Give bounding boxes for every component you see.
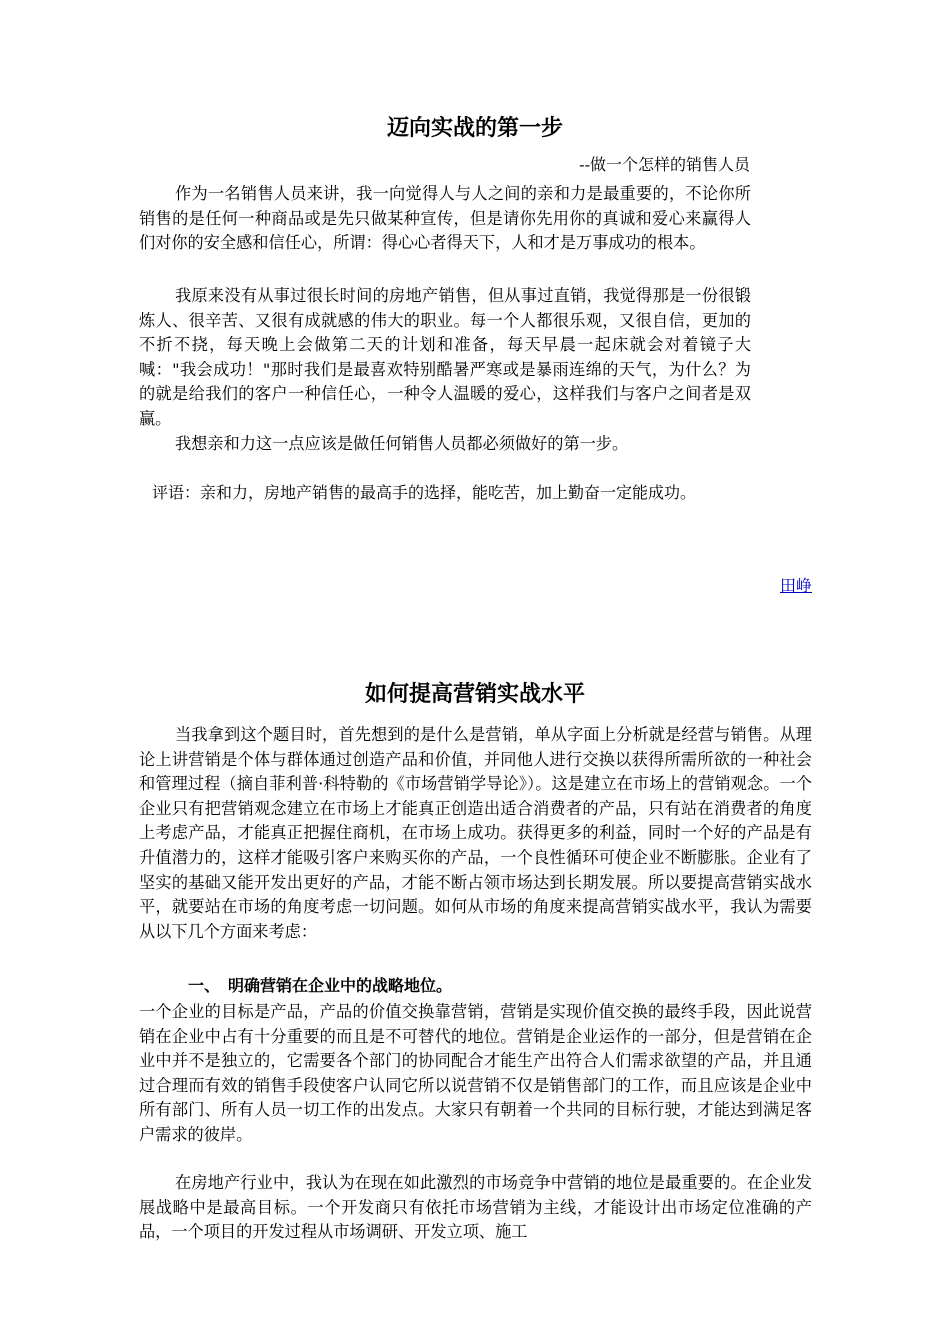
section1-paragraph-3: 我想亲和力这一点应该是做任何销售人员都必须做好的第一步。 [175,434,629,453]
author-line [700,574,812,598]
section1-paragraph-2: 我原来没有从事过很长时间的房地产销售，但从事过直销，我觉得那是一份很锻炼人、很辛苦、又很有成就感的伟大的职业。每一个人都很乐观，又很自信，更加的不折不挠，每天晚上会做第二天的计划和准备，每天早晨一起床就会对着镜子大喊："我会成功！"那时我们是最喜欢特别酷暑严寒或是暴雨连绵的天气，为什么？为的就是给我们的客户一种信任心，一种令人温暖的爱心，这样我们与客户之间者是双赢。 [139,286,751,428]
section1-subtitle: --做一个怎样的销售人员 [579,155,750,174]
section2-paragraph-3: 在房地产行业中，我认为在现在如此激烈的市场竞争中营销的地位是最重要的。在企业发展战略中是最高目标。一个开发商只有依托市场营销为主线，才能设计出市场定位准确的产品，一个项目的开发过程从市场调研、开发立项、施工 [139,1173,812,1242]
author-link[interactable]: 田峥 [779,576,812,595]
section1-paragraph-1: 作为一名销售人员来讲，我一向觉得人与人之间的亲和力是最重要的，不论你所销售的是任何一种商品或是先只做某种宣传，但是请你先用你的真诚和爱心来赢得人们对你的安全感和信任心，所谓：得心心者得天下，人和才是万事成功的根本。 [139,184,751,253]
section2-intro-paragraph: 当我拿到这个题目时，首先想到的是什么是营销，单从字面上分析就是经营与销售。从理论上讲营销是个体与群体通过创造产品和价值，并同他人进行交换以获得所需所欲的一种社会和管理过程（摘自菲利普·科特勒的《市场营销学导论》）。这是建立在市场上的营销观念。一个企业只有把营销观念建立在市场上才能真正创造出适合消费者的产品，只有站在消费者的角度上考虑产品，才能真正把握住商机，在市场上成功。获得更多的利益，同时一个好的产品是有升值潜力的，这样才能吸引客户来购买你的产品，一个良性循环可使企业不断膨胀。企业有了坚实的基础又能开发出更好的产品，才能不断占领市场达到长期发展。所以要提高营销实战水平，就要站在市场的角度考虑一切问题。如何从市场的角度来提高营销实战水平，我认为需要从以下几个方面来考虑： [139,725,812,941]
section2-paragraph-2: 一个企业的目标是产品，产品的价值交换靠营销，营销是实现价值交换的最终手段，因此说营销在企业中占有十分重要的而且是不可替代的地位。营销是企业运作的一部分，但是营销在企业中并不是独立的，它需要各个部门的协同配合才能生产出符合人们需求欲望的产品，并且通过合理而有效的销售手段使客户认同它所以说营销不仅是销售部门的工作，而且应该是企业中所有部门、所有人员一切工作的出发点。大家只有朝着一个共同的目标行驶，才能达到满足客户需求的彼岸。 [139,1002,812,1144]
section2-heading-1: 一、 明确营销在企业中的战略地位。 [188,976,453,995]
section2-title: 如何提高营销实战水平 [364,682,585,707]
section1-comment: 评语：亲和力，房地产销售的最高手的选择，能吃苦，加上勤奋一定能成功。 [152,483,697,502]
section1-title: 迈向实战的第一步 [386,116,563,141]
